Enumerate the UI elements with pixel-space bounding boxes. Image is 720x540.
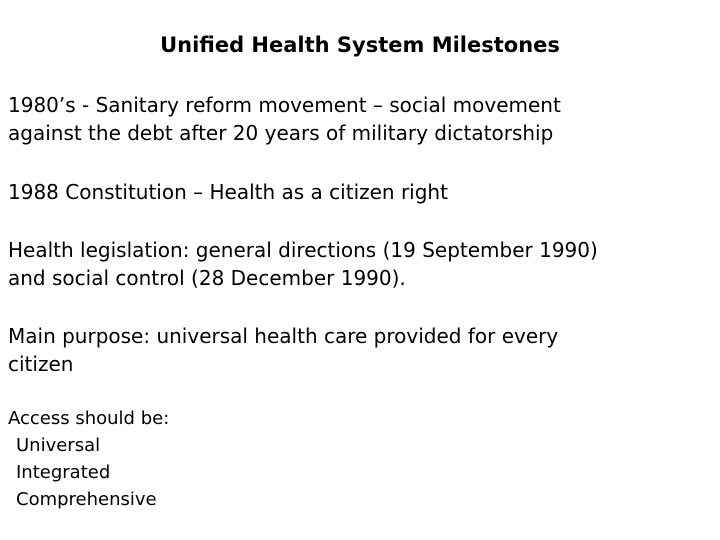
milestone-1980s bbox=[8, 91, 708, 147]
milestone-text-line: and social control (28 December 1990). bbox=[8, 266, 406, 290]
milestone-text-line: Main purpose: universal health care provided for every bbox=[8, 324, 559, 348]
milestone-main-purpose bbox=[8, 322, 708, 378]
access-list bbox=[8, 405, 169, 513]
milestone-text-line: Health legislation: general directions (19 September 1990) bbox=[8, 238, 598, 262]
milestone-text-line: 1988 Constitution – Health as a citizen right bbox=[8, 180, 448, 204]
milestone-text-line: citizen bbox=[8, 352, 74, 376]
milestone-text-line: against the debt after 20 years of military dictatorship bbox=[8, 121, 554, 145]
milestone-text-line: 1980’s - Sanitary reform movement – social movement bbox=[8, 93, 561, 117]
slide-title: Unified Health System Milestones bbox=[160, 33, 560, 57]
access-item-comprehensive: Comprehensive bbox=[16, 489, 157, 510]
milestone-1988-constitution bbox=[8, 178, 708, 206]
milestone-health-legislation bbox=[8, 236, 708, 292]
access-item-universal: Universal bbox=[16, 435, 101, 456]
access-item-integrated: Integrated bbox=[16, 462, 111, 483]
access-heading: Access should be: bbox=[8, 408, 170, 429]
